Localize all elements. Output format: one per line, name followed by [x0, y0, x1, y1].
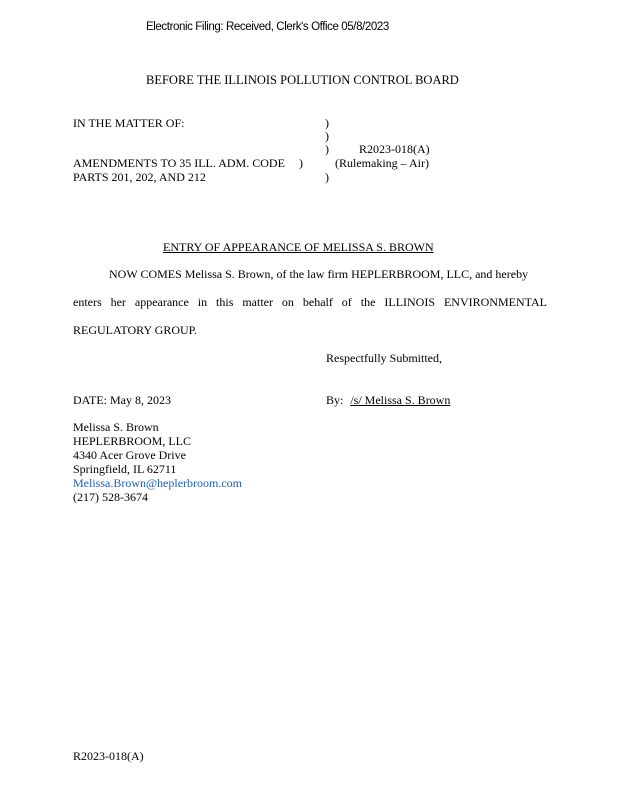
in-the-matter-label: IN THE MATTER OF: [73, 116, 185, 130]
caption-paren: ) [325, 116, 329, 130]
amendments-line-2: PARTS 201, 202, AND 212 [73, 170, 206, 184]
amendments-line-1: AMENDMENTS TO 35 ILL. ADM. CODE [73, 156, 285, 170]
contact-firm: HEPLERBROOM, LLC [73, 434, 192, 448]
signature-line [326, 393, 508, 407]
contact-name: Melissa S. Brown [73, 420, 159, 434]
caption-paren: ) [325, 170, 329, 184]
docket-number: R2023-018(A) [359, 142, 430, 156]
body-line-2: enters her appearance in this matter on behalf of the ILLINOIS ENVIRONMENTAL [73, 295, 547, 309]
document-title: ENTRY OF APPEARANCE OF MELISSA S. BROWN [163, 240, 434, 254]
contact-city: Springfield, IL 62711 [73, 462, 177, 476]
contact-street: 4340 Acer Grove Drive [73, 448, 186, 462]
date-line: DATE: May 8, 2023 [73, 393, 171, 407]
caption-paren: ) [325, 129, 329, 143]
body-line-3: REGULATORY GROUP. [73, 323, 198, 337]
contact-phone: (217) 528-3674 [73, 490, 148, 504]
body-line-1: NOW COMES Melissa S. Brown, of the law firm HEPLERBROOM, LLC, and hereby [109, 267, 529, 281]
contact-email-link[interactable]: Melissa.Brown@heplerbroom.com [73, 476, 243, 490]
caption-paren: ) [299, 156, 303, 170]
docket-type: (Rulemaking – Air) [335, 156, 429, 170]
signature-value: /s/ Melissa S. Brown [350, 393, 451, 407]
closing: Respectfully Submitted, [326, 351, 442, 365]
caption-paren: ) [325, 142, 329, 156]
filing-stamp: Electronic Filing: Received, Clerk's Office 05/8/2023 [146, 21, 389, 33]
by-label: By: [326, 393, 344, 407]
footer-docket: R2023-018(A) [73, 749, 144, 763]
board-title: BEFORE THE ILLINOIS POLLUTION CONTROL BOARD [146, 73, 459, 87]
